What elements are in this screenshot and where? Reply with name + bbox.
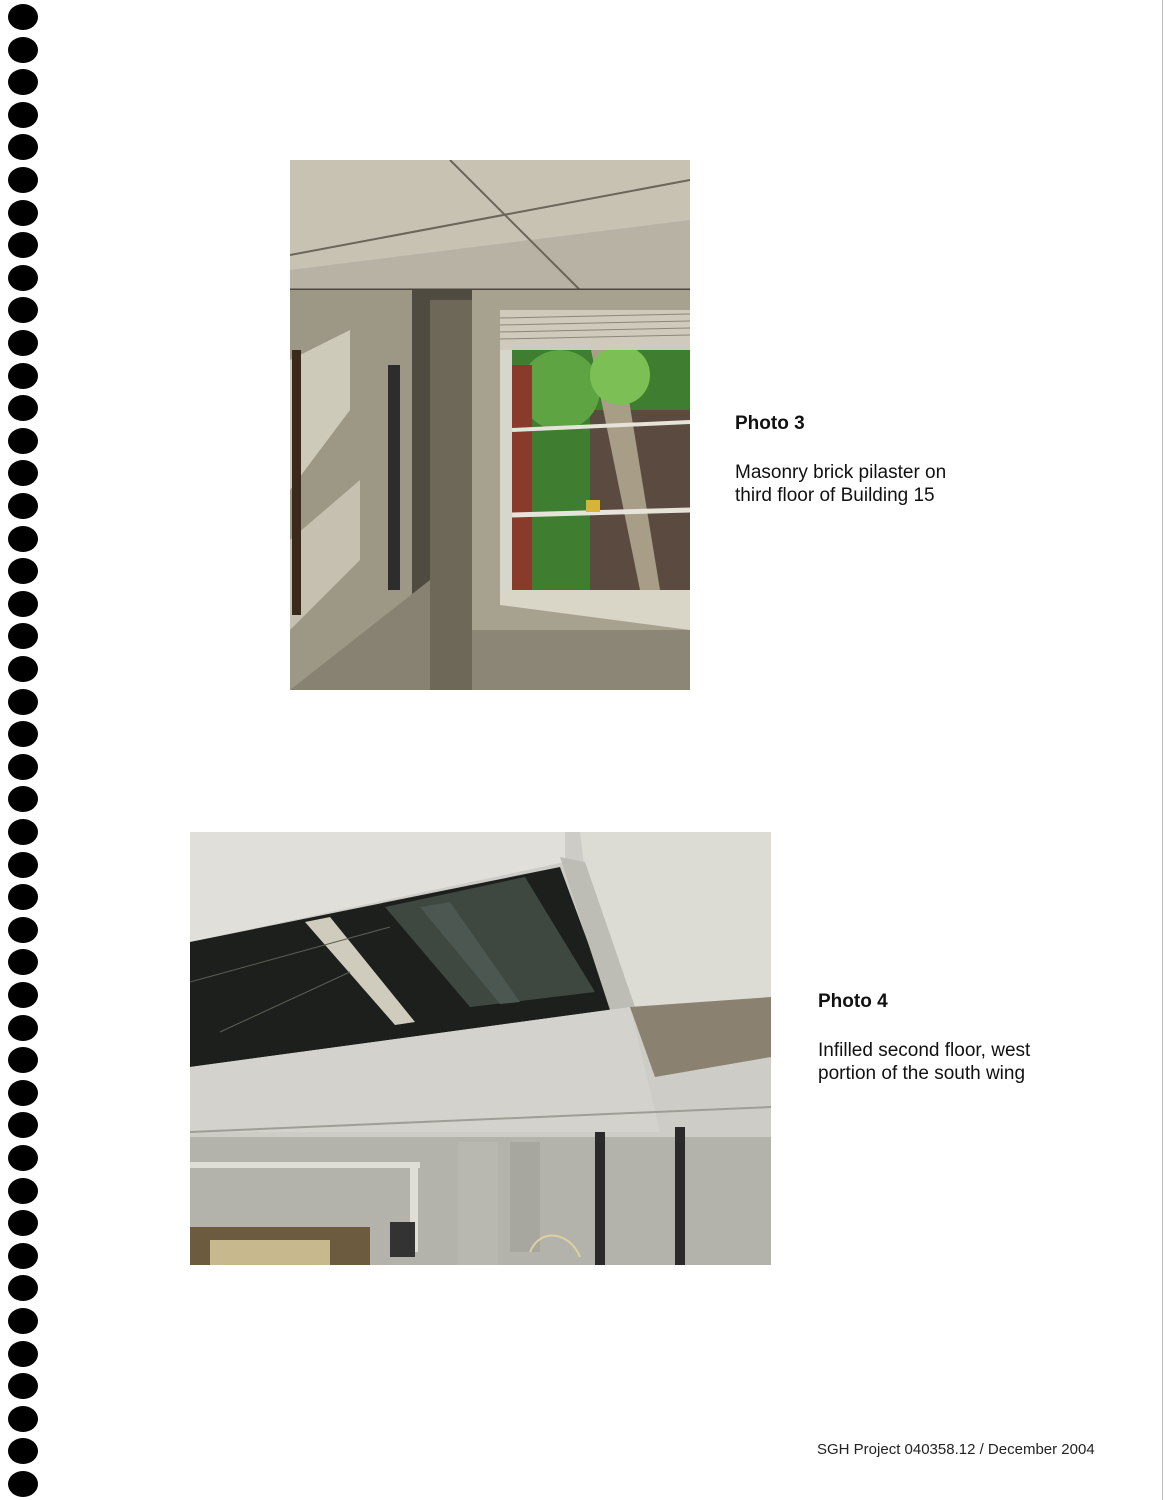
binding-hole <box>8 1438 38 1464</box>
binding-hole <box>8 265 38 291</box>
binding-hole <box>8 297 38 323</box>
photo-4-description: Infilled second floor, west portion of the south wing <box>818 1040 1031 1084</box>
photo-4-caption <box>818 990 1098 1085</box>
photo-4-image <box>190 832 771 1265</box>
binding-hole <box>8 69 38 95</box>
binding-hole <box>8 558 38 584</box>
binding-hole <box>8 200 38 226</box>
footer-project-reference: SGH Project 040358.12 / December 2004 <box>817 1441 1095 1458</box>
binding-hole <box>8 4 38 30</box>
binding-hole <box>8 1308 38 1334</box>
binding-hole <box>8 428 38 454</box>
photo-4-title: Photo 4 <box>818 991 888 1012</box>
binding-hole <box>8 37 38 63</box>
binding-hole <box>8 1015 38 1041</box>
binding-hole <box>8 623 38 649</box>
binding-hole <box>8 852 38 878</box>
binding-hole <box>8 917 38 943</box>
binding-hole <box>8 167 38 193</box>
binding-hole <box>8 591 38 617</box>
binding-hole <box>8 330 38 356</box>
binding-hole <box>8 1047 38 1073</box>
binding-hole <box>8 493 38 519</box>
binding-hole <box>8 721 38 747</box>
binding-hole <box>8 1145 38 1171</box>
binding-hole <box>8 1178 38 1204</box>
binding-hole <box>8 1373 38 1399</box>
binding-hole <box>8 134 38 160</box>
binding-hole <box>8 1471 38 1497</box>
binding-hole <box>8 1275 38 1301</box>
binding-hole <box>8 754 38 780</box>
binding-hole <box>8 1080 38 1106</box>
photo-3-description: Masonry brick pilaster on third floor of Building 15 <box>735 462 947 506</box>
binding-hole <box>8 949 38 975</box>
photo-3-caption <box>735 412 1015 507</box>
binding-hole <box>8 102 38 128</box>
binding-hole <box>8 656 38 682</box>
binding-hole <box>8 1210 38 1236</box>
photo-3-image <box>290 160 690 690</box>
page-edge <box>1162 0 1163 1500</box>
binding-hole <box>8 1406 38 1432</box>
binding-hole <box>8 689 38 715</box>
binding-hole <box>8 1112 38 1138</box>
binding-hole <box>8 395 38 421</box>
binding-hole <box>8 1243 38 1269</box>
spiral-binding <box>8 4 38 1496</box>
binding-hole <box>8 1341 38 1367</box>
binding-hole <box>8 232 38 258</box>
binding-hole <box>8 786 38 812</box>
binding-hole <box>8 460 38 486</box>
photo-3-title: Photo 3 <box>735 413 805 434</box>
binding-hole <box>8 819 38 845</box>
binding-hole <box>8 884 38 910</box>
binding-hole <box>8 526 38 552</box>
binding-hole <box>8 982 38 1008</box>
binding-hole <box>8 363 38 389</box>
